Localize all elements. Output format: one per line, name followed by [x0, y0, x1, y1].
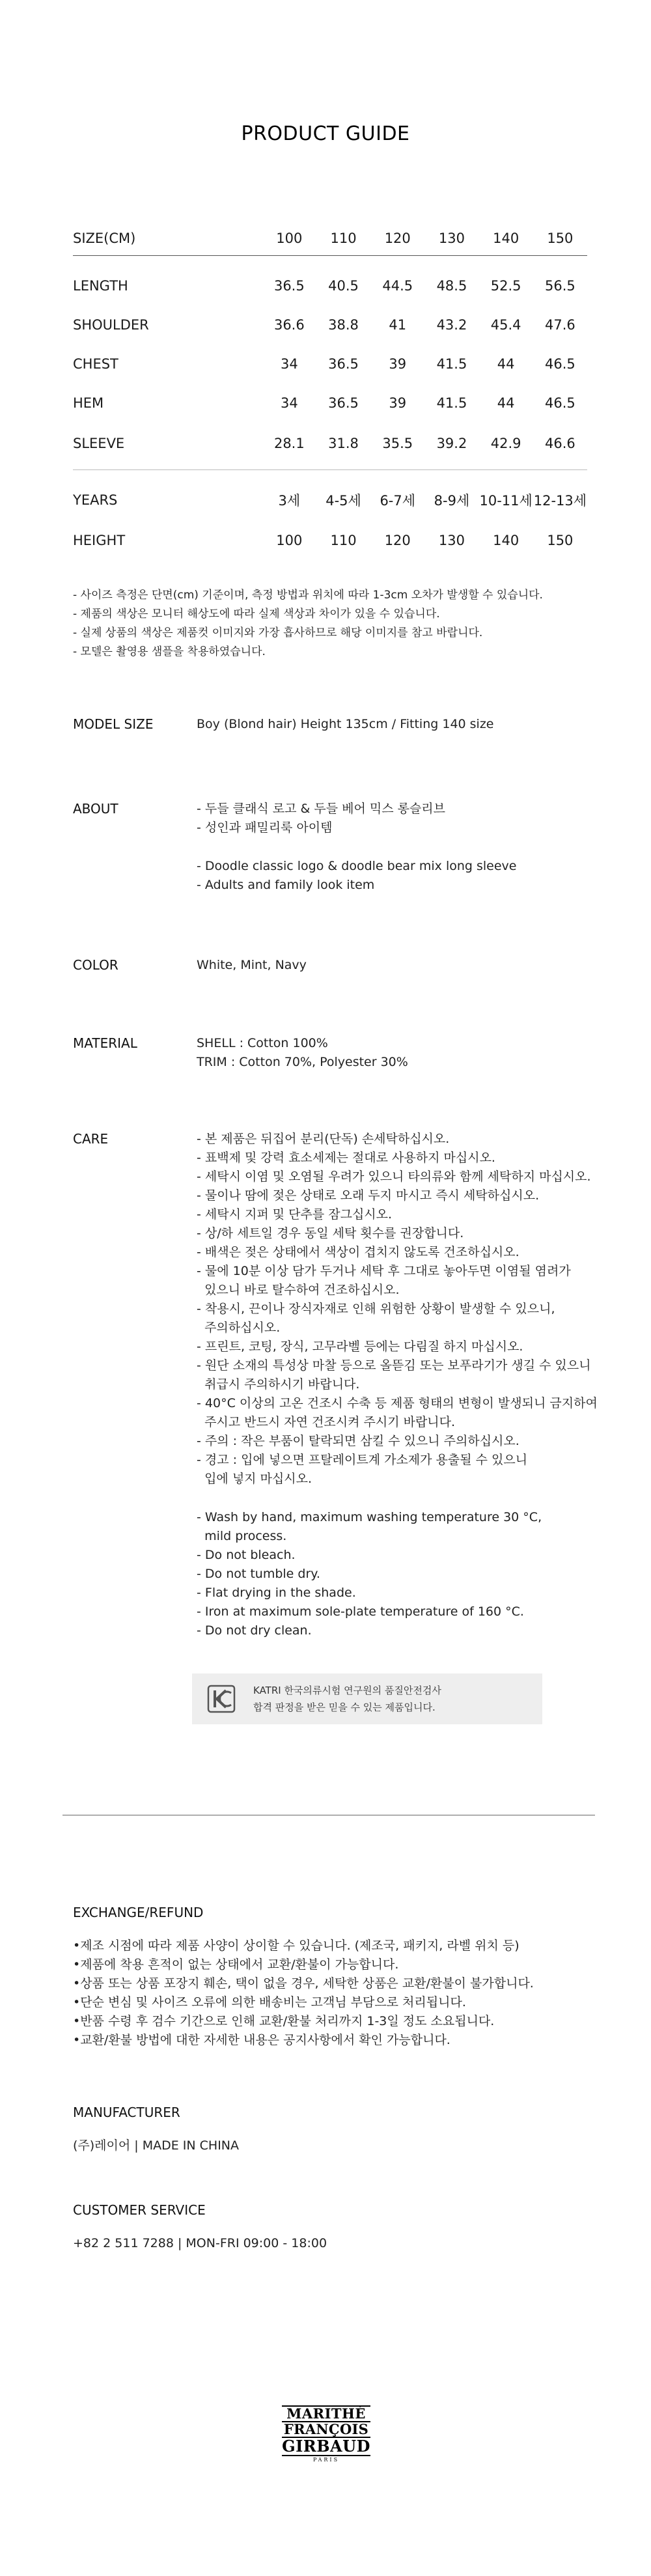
about-ko-line: - 성인과 패밀리룩 아이템	[197, 820, 333, 835]
care-en-line: mild process.	[197, 1529, 287, 1543]
care-line: - 상/하 세트일 경우 동일 세탁 횟수를 권장합니다.	[197, 1226, 464, 1240]
table-cell: 47.6	[544, 317, 575, 333]
table-cell: 41	[389, 317, 407, 333]
size-notes	[73, 586, 543, 662]
care-line: - 본 제품은 뒤집어 분리(단독) 손세탁하십시오.	[197, 1132, 450, 1146]
about-ko-line: - 두들 클래식 로고 & 두들 베어 믹스 롱슬리브	[197, 802, 446, 816]
table-cell: 48.5	[436, 278, 467, 294]
exchange-line: •교환/환불 방법에 대한 자세한 내용은 공지사항에서 확인 가능합니다.	[73, 2033, 450, 2047]
about-en-line: - Adults and family look item	[197, 878, 375, 892]
table-cell: 43.2	[436, 317, 467, 333]
row-label: LENGTH	[73, 278, 128, 294]
table-cell: 34	[280, 356, 298, 372]
table-cell: 34	[280, 395, 298, 411]
customer-service-section	[73, 2201, 327, 2253]
care-body	[197, 1130, 598, 1640]
size-header-label: SIZE(CM)	[73, 221, 262, 256]
table-row	[73, 470, 587, 522]
care-en-line: - Wash by hand, maximum washing temperature 30 °C,	[197, 1510, 542, 1524]
table-cell: 56.5	[544, 278, 575, 294]
table-cell: 36.5	[328, 395, 359, 411]
customer-service-value: +82 2 511 7288 | MON-FRI 09:00 - 18:00	[73, 2236, 327, 2250]
exchange-line: •제조 시점에 따라 제품 사양이 상이할 수 있습니다. (제조국, 패키지, 라벨 위치 등)	[73, 1939, 519, 1953]
care-line: - 프린트, 코팅, 장식, 고무라벨 등에는 다림질 하지 마십시오.	[197, 1339, 523, 1354]
size-header-cell: 150	[533, 221, 587, 256]
about-label: ABOUT	[73, 801, 118, 817]
table-row	[73, 305, 587, 344]
table-cell: 31.8	[316, 423, 370, 470]
row-label: HEM	[73, 395, 104, 411]
table-row	[73, 384, 587, 423]
table-cell: 36.5	[273, 278, 305, 294]
page-title: PRODUCT GUIDE	[241, 122, 410, 145]
table-cell: 8-9세	[434, 493, 470, 509]
manufacturer-label: MANUFACTURER	[73, 2105, 180, 2120]
care-line: - 표백제 및 강력 효소세제는 절대로 사용하지 마십시오.	[197, 1151, 495, 1165]
brand-logo: MARITHÉ FRANÇOIS GIRBAUD PARIS	[282, 2405, 370, 2463]
table-cell: 150	[547, 533, 574, 548]
exchange-line: •제품에 착용 흔적이 없는 상태에서 교환/환불이 가능합니다.	[73, 1957, 399, 1972]
care-line: 취급시 주의하시기 바랍니다.	[197, 1377, 360, 1392]
table-cell: 46.6	[533, 423, 587, 470]
material-line: SHELL : Cotton 100%	[197, 1036, 328, 1050]
care-en-line: - Iron at maximum sole-plate temperature of 160 °C.	[197, 1604, 524, 1619]
customer-service-label: CUSTOMER SERVICE	[73, 2202, 206, 2218]
table-cell: 38.8	[328, 317, 359, 333]
kc-certification-icon	[206, 1684, 236, 1714]
care-line: - 40°C 이상의 고온 건조시 수축 등 제품 형태의 변형이 발생되니 금지하여	[197, 1396, 598, 1410]
size-table-header	[73, 221, 587, 256]
table-cell: 44	[497, 356, 515, 372]
care-label: CARE	[73, 1131, 109, 1147]
katri-certificate-box	[192, 1673, 542, 1724]
color-label: COLOR	[73, 957, 118, 973]
table-row	[73, 521, 587, 560]
table-cell: 44	[497, 395, 515, 411]
table-cell: 6-7세	[380, 493, 416, 509]
care-line: - 물이나 땀에 젖은 상태로 오래 두지 마시고 즉시 세탁하십시오.	[197, 1188, 540, 1203]
model-size-label: MODEL SIZE	[73, 716, 154, 732]
color-value: White, Mint, Navy	[197, 958, 307, 972]
size-header-cell: 130	[424, 221, 478, 256]
care-line: - 경고 : 입에 넣으면 프탈레이트계 가소제가 용출될 수 있으니	[197, 1453, 528, 1467]
care-line: - 착용시, 끈이나 장식자재로 인해 위험한 상황이 발생할 수 있으니,	[197, 1302, 555, 1316]
row-label: SHOULDER	[73, 317, 149, 333]
care-en-line: - Do not dry clean.	[197, 1623, 312, 1638]
table-cell: 3세	[278, 493, 301, 509]
manufacturer-section	[73, 2103, 239, 2155]
table-cell: 44.5	[382, 278, 413, 294]
size-header-cell: 100	[262, 221, 316, 256]
table-cell: 45.4	[490, 317, 521, 333]
exchange-line: •상품 또는 상품 포장지 훼손, 택이 없을 경우, 세탁한 상품은 교환/환불이 불가합니다.	[73, 1976, 534, 1991]
table-cell: 4-5세	[326, 493, 361, 509]
table-row	[73, 256, 587, 306]
size-table	[73, 221, 587, 560]
size-header-cell: 110	[316, 221, 370, 256]
note-line: - 사이즈 측정은 단면(cm) 기준이며, 측정 방법과 위치에 따라 1-3cm 오차가 발생할 수 있습니다.	[73, 589, 543, 602]
table-cell: 39	[389, 395, 407, 411]
table-cell: 110	[330, 533, 357, 548]
about-en-line: - Doodle classic logo & doodle bear mix long sleeve	[197, 859, 517, 873]
care-line: - 주의 : 작은 부품이 탈락되면 삼킬 수 있으니 주의하십시오.	[197, 1434, 519, 1448]
exchange-refund-label: EXCHANGE/REFUND	[73, 1905, 204, 1920]
table-cell: 52.5	[490, 278, 521, 294]
table-cell: 41.5	[436, 395, 467, 411]
table-cell: 100	[276, 533, 303, 548]
size-header-cell: 140	[479, 221, 533, 256]
row-label: SLEEVE	[73, 423, 262, 470]
care-line: - 배색은 젖은 상태에서 색상이 겹치지 않도록 건조하십시오.	[197, 1245, 519, 1259]
note-line: - 모델은 촬영용 샘플을 착용하였습니다.	[73, 645, 266, 658]
material-label: MATERIAL	[73, 1035, 137, 1051]
care-line: 주시고 반드시 자연 건조시켜 주시기 바랍니다.	[197, 1415, 456, 1429]
material-line: TRIM : Cotton 70%, Polyester 30%	[197, 1055, 408, 1069]
exchange-line: •단순 변심 및 사이즈 오류에 의한 배송비는 고객님 부담으로 처리됩니다.	[73, 1995, 466, 2009]
model-size-value: Boy (Blond hair) Height 135cm / Fitting 140 size	[197, 717, 494, 731]
manufacturer-value: (주)레이어 | MADE IN CHINA	[73, 2138, 240, 2153]
table-cell: 10-11세	[479, 493, 533, 509]
material-body	[197, 1034, 408, 1072]
size-header-cell: 120	[370, 221, 424, 256]
table-cell: 46.5	[544, 395, 575, 411]
exchange-refund-section	[73, 1903, 534, 2050]
about-body	[197, 800, 517, 895]
table-cell: 35.5	[370, 423, 424, 470]
care-en-line: - Do not tumble dry.	[197, 1567, 320, 1581]
care-line: 입에 넣지 마십시오.	[197, 1472, 312, 1486]
table-cell: 46.5	[544, 356, 575, 372]
certificate-text: KATRI 한국의류시험 연구원의 품질안전검사 합격 판정을 받은 믿을 수 있는 제품입니다.	[253, 1685, 441, 1713]
table-cell: 28.1	[262, 423, 316, 470]
care-line: 있으니 바로 탈수하여 건조하십시오.	[197, 1283, 400, 1297]
care-line: - 원단 소재의 특성상 마찰 등으로 올뜯김 또는 보푸라기가 생길 수 있으니	[197, 1358, 591, 1373]
note-line: - 제품의 색상은 모니터 해상도에 따라 실제 색상과 차이가 있을 수 있습니다.	[73, 608, 440, 621]
exchange-line: •반품 수령 후 검수 기간으로 인해 교환/환불 처리까지 1-3일 정도 소요됩니다.	[73, 2014, 495, 2028]
care-line: 주의하십시오.	[197, 1321, 281, 1335]
care-line: - 세탁시 지퍼 및 단추를 잠그십시오.	[197, 1207, 393, 1222]
table-cell: 40.5	[328, 278, 359, 294]
table-cell: 120	[384, 533, 411, 548]
note-line: - 실제 상품의 색상은 제품컷 이미지와 가장 흡사하므로 해당 이미지를 참고 바랍니다.	[73, 626, 483, 639]
table-row	[73, 423, 587, 470]
table-cell: 39	[389, 356, 407, 372]
care-en-line: - Flat drying in the shade.	[197, 1586, 356, 1600]
care-line: - 세탁시 이염 및 오염될 우려가 있으니 타의류와 함께 세탁하지 마십시오.	[197, 1169, 591, 1184]
care-en-line: - Do not bleach.	[197, 1548, 296, 1562]
row-label: HEIGHT	[73, 533, 126, 548]
table-cell: 41.5	[436, 356, 467, 372]
row-label: CHEST	[73, 356, 118, 372]
table-cell: 42.9	[479, 423, 533, 470]
table-cell: 130	[438, 533, 465, 548]
table-cell: 36.6	[273, 317, 305, 333]
table-cell: 36.5	[328, 356, 359, 372]
table-cell: 140	[493, 533, 519, 548]
care-line: - 물에 10분 이상 담가 두거나 세탁 후 그대로 놓아두면 이염될 염려가	[197, 1264, 571, 1278]
table-row	[73, 344, 587, 384]
row-label: YEARS	[73, 492, 118, 508]
table-cell: 39.2	[424, 423, 478, 470]
table-cell: 12-13세	[533, 493, 587, 509]
